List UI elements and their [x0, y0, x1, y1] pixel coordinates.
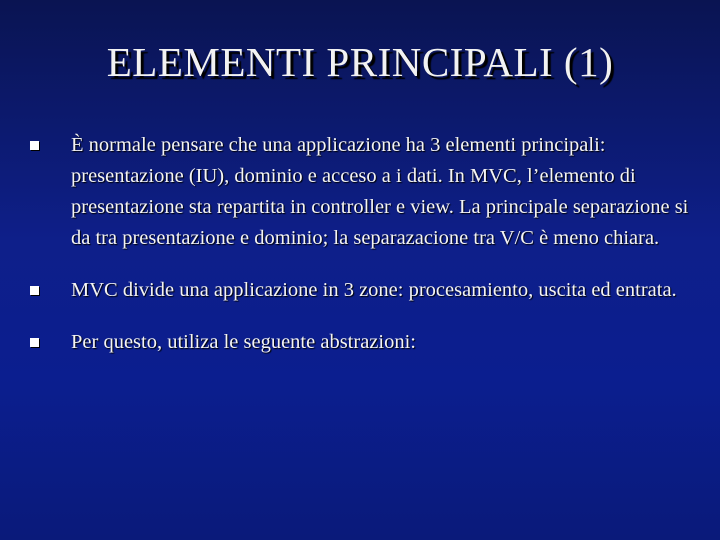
- bullet-text: MVC divide una applicazione in 3 zone: procesamiento, uscita ed entrata.: [71, 279, 677, 301]
- bullet-item: [30, 130, 690, 254]
- bullet-text: Per questo, utiliza le seguente abstrazioni:: [71, 331, 416, 353]
- slide-title: ELEMENTI PRINCIPALI (1): [106, 39, 614, 85]
- square-bullet-icon: [30, 286, 39, 295]
- square-bullet-icon: [30, 338, 39, 347]
- bullet-item: [30, 327, 690, 358]
- bullet-item: [30, 275, 690, 306]
- square-bullet-icon: [30, 141, 39, 150]
- bullet-list: [30, 130, 690, 358]
- bullet-text: È normale pensare che una applicazione ha 3 elementi principali: presentazione (IU), dominio e acceso a i dati. In MVC, l’elemento di presentazione sta repartita in controller e view. La principale separazione si da tra presentazione e dominio; la separazacione tra V/C è meno chiara.: [71, 134, 689, 249]
